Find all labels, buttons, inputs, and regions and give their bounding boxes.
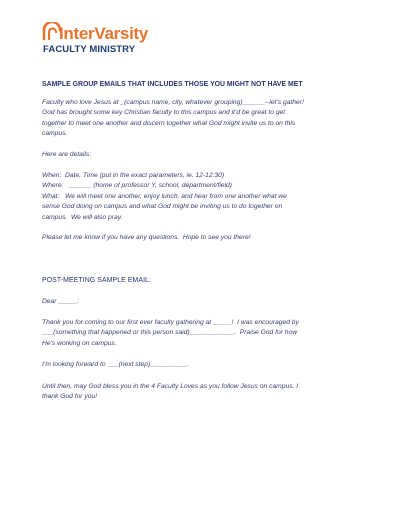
text-line: Thank you for coming to our first ever faculty gathering at _____! I was encouraged by: [42, 319, 299, 326]
email1-details: [42, 171, 382, 223]
detail-when: When: Date, Time (put in the exact parameters, ie. 12-12:30): [42, 172, 225, 179]
email2-next: I’m looking forward to ___(next step)__________.: [42, 361, 190, 368]
detail-what: What: We will meet one another, enjoy lunch, and hear from one another what we: [42, 192, 287, 200]
email2-thanks: [42, 318, 382, 349]
logo-subtitle: FACULTY MINISTRY: [43, 44, 136, 55]
post-meeting-title: POST-MEETING SAMPLE EMAIL:: [42, 277, 152, 284]
email2-blessing: [42, 382, 382, 403]
text-line: campus. We will also pray.: [42, 213, 123, 221]
details-label: Here are details:: [42, 151, 92, 158]
detail-where: Where: ______ (home of professor Y, school, department/field): [42, 182, 232, 190]
text-line: ___(something that happened or this person said)____________. Praise God for how: [42, 329, 298, 337]
text-line: Faculty who love Jesus at _(campus name, city, whatever grouping)______--let’s gather!: [42, 99, 304, 106]
logo-wordmark: InterVarsity: [59, 24, 149, 43]
text-line: Until then, may God bless you in the 4 Faculty Loves as you follow Jesus on campus. I: [42, 383, 299, 390]
intervarsity-logo: [42, 22, 152, 58]
text-line: He’s working on campus.: [42, 339, 117, 347]
text-line: God has brought some key Christian faculty to this campus and it’d be great to get: [42, 109, 286, 117]
text-line: thank God for you!: [42, 393, 98, 401]
document-heading: SAMPLE GROUP EMAILS THAT INCLUDES THOSE YOU MIGHT NOT HAVE MET: [42, 81, 303, 88]
text-line: sense God doing on campus and what God might be inviting us to do together on: [42, 203, 283, 211]
email1-intro: [42, 98, 382, 140]
text-line: together to meet one another and discern together what God might invite us to on this: [42, 119, 296, 127]
email2-greeting: Dear _____:: [42, 298, 79, 305]
text-line: campus.: [42, 130, 68, 138]
email1-closing: Please let me know if you have any questions. Hope to see you there!: [42, 234, 251, 241]
